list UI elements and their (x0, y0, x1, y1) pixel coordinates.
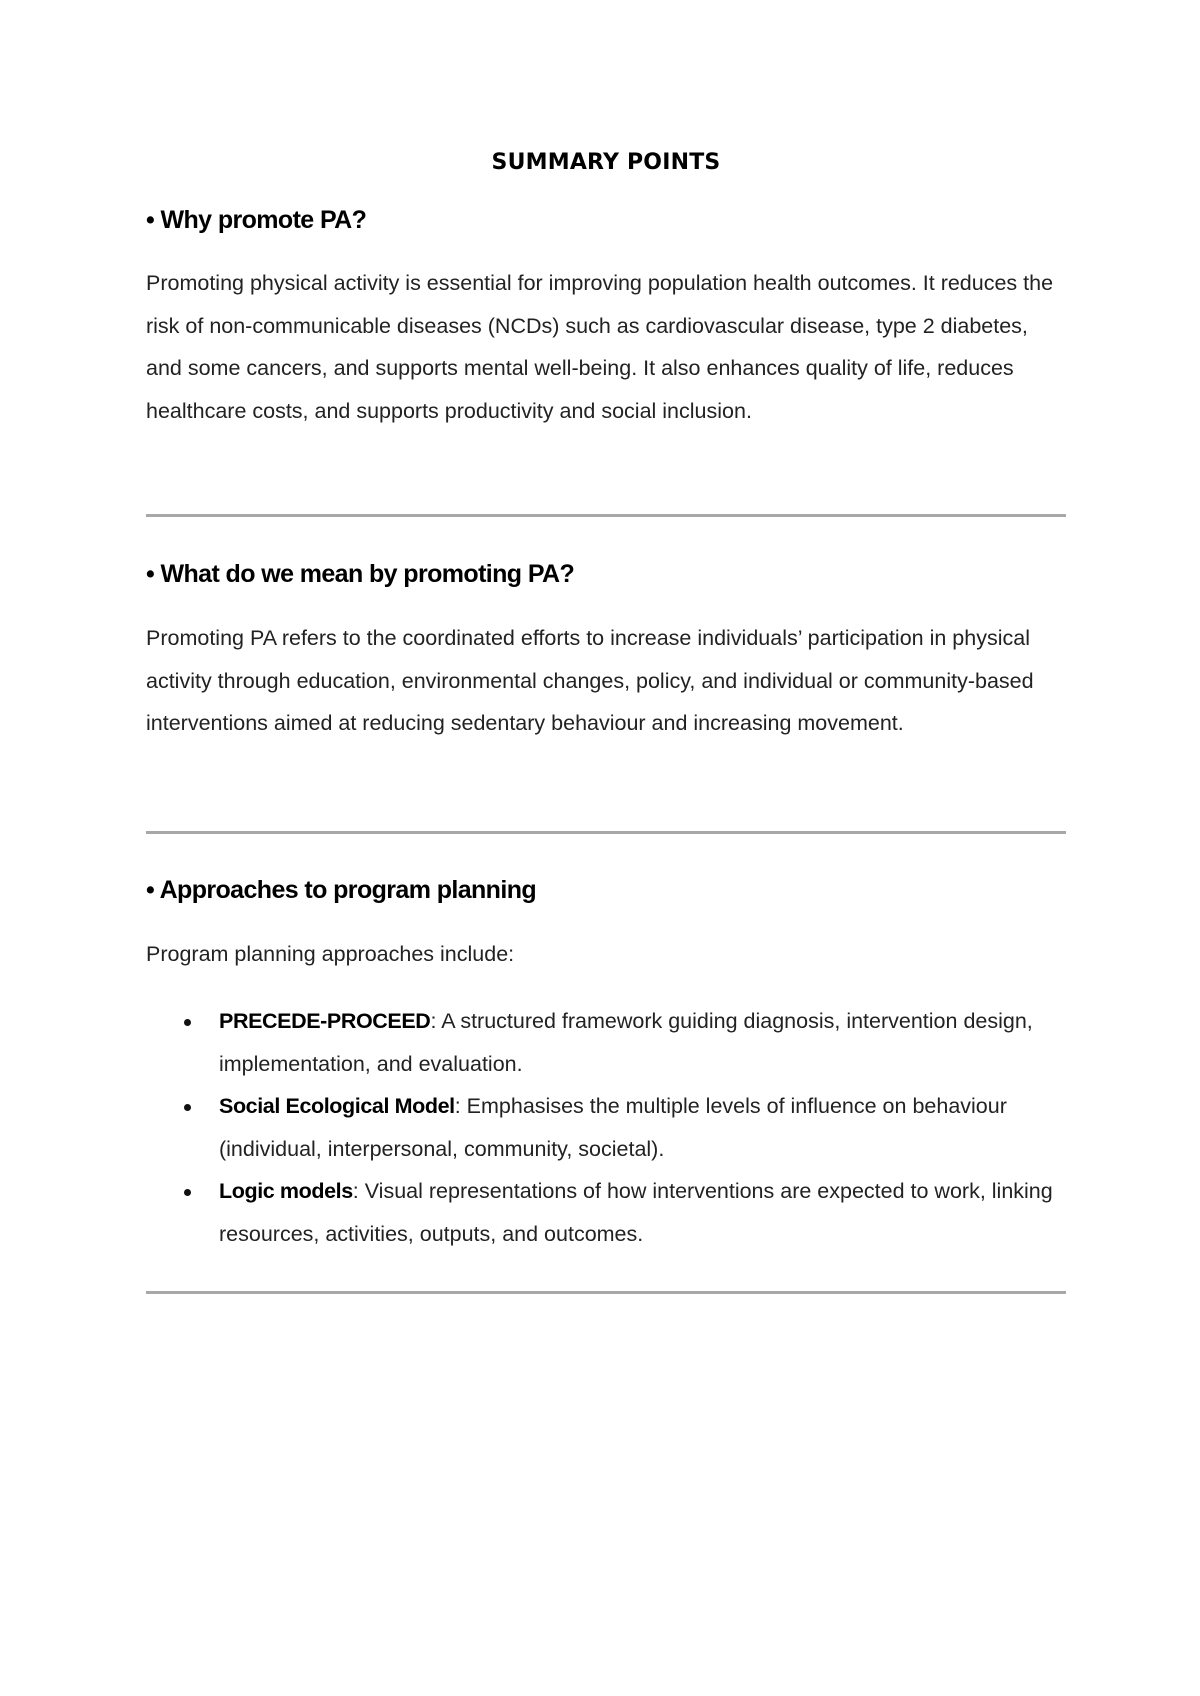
section-divider (146, 831, 1066, 834)
section-heading-approaches: • Approaches to program planning (146, 876, 537, 904)
list-item-term: Social Ecological Model (219, 1094, 455, 1118)
list-item (146, 1000, 1066, 1085)
list-item-term: Logic models (219, 1179, 353, 1203)
bullet-icon (184, 1189, 191, 1196)
bullet-icon (184, 1104, 191, 1111)
section-heading-meaning: • What do we mean by promoting PA? (146, 560, 575, 588)
list-item (146, 1170, 1066, 1255)
page-title: SUMMARY POINTS (491, 150, 721, 175)
bullet-icon (184, 1019, 191, 1026)
list-item (146, 1085, 1066, 1170)
list-item-text: : Visual representations of how interventions are expected to work, linking resources, activities, outputs, and outcomes. (219, 1179, 1053, 1246)
list-item-term: PRECEDE-PROCEED (219, 1009, 431, 1033)
section-heading-why-promote: • Why promote PA? (146, 206, 367, 234)
approaches-list (146, 1000, 1066, 1255)
section-divider (146, 1291, 1066, 1294)
list-item-text: : A structured framework guiding diagnosis, intervention design, implementation, and evaluation. (219, 1009, 1033, 1076)
section-body-meaning: Promoting PA refers to the coordinated efforts to increase individuals’ participation in physical activity through education, environmental changes, policy, and individual or community-based interventions aimed at reducing sedentary behaviour and increasing movement. (146, 626, 1034, 735)
section-body-approaches: Program planning approaches include: (146, 942, 515, 966)
section-divider (146, 514, 1066, 517)
section-body-why-promote: Promoting physical activity is essential for improving population health outcomes. It reduces the risk of non-communicable diseases (NCDs) such as cardiovascular disease, type 2 diabetes, and some cancers, and supports mental well-being. It also enhances quality of life, reduces healthcare costs, and supports productivity and social inclusion. (146, 271, 1054, 423)
list-item-text: : Emphasises the multiple levels of influence on behaviour (individual, interpersonal, community, societal). (219, 1094, 1007, 1161)
